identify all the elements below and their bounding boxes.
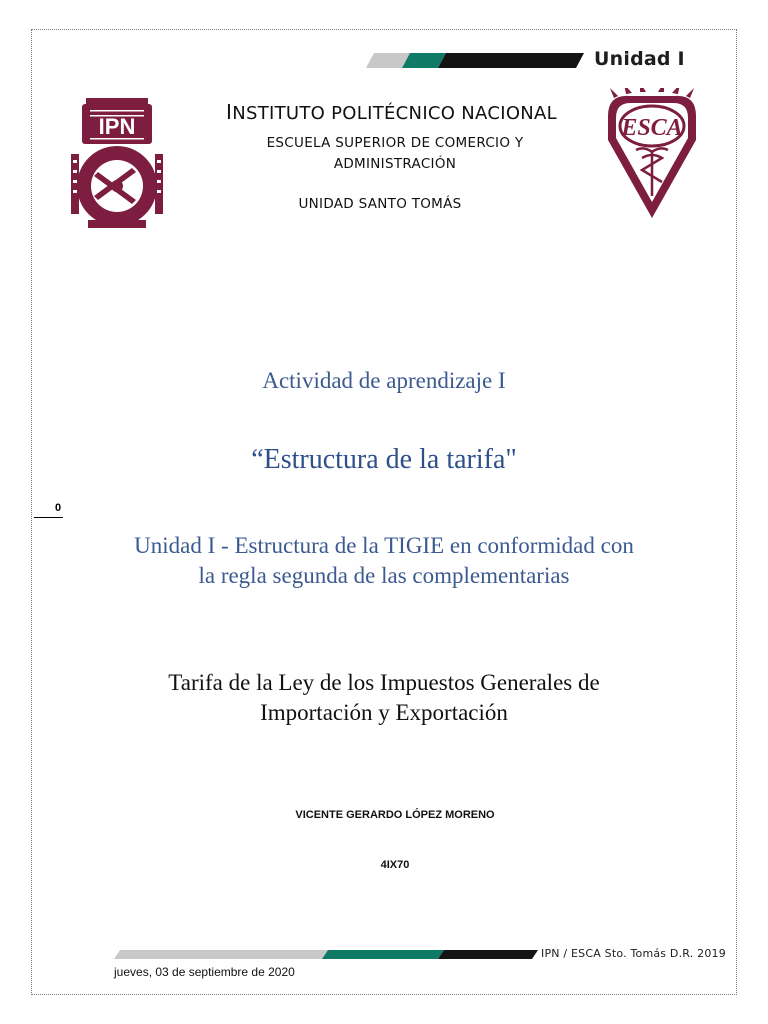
document-date: jueves, 03 de septiembre de 2020	[114, 965, 295, 979]
group-code: 4IX70	[380, 859, 410, 871]
esca-logo-text: ESCA	[621, 115, 683, 141]
law-title-line1: Tarifa de la Ley de los Impuestos Generales de	[168, 670, 600, 695]
footer-band	[114, 950, 538, 959]
unit-description	[60, 531, 708, 591]
footer-credit: IPN / ESCA Sto. Tomás D.R. 2019	[541, 947, 726, 960]
law-title-line2: Importación y Exportación	[260, 700, 508, 725]
school-name-line2: ADMINISTRACIÓN	[333, 156, 457, 172]
law-title	[60, 668, 708, 728]
unit-description-line1: Unidad I - Estructura de la TIGIE en conformidad con	[134, 533, 634, 558]
school-name	[230, 133, 560, 175]
school-name-line1: ESCUELA SUPERIOR DE COMERCIO Y	[266, 135, 524, 151]
ipn-logo-text: IPN	[98, 114, 136, 139]
campus-name: UNIDAD SANTO TOMÁS	[298, 196, 462, 212]
esca-logo	[600, 88, 704, 220]
margin-mark: 0	[55, 502, 62, 514]
unit-label: Unidad I	[594, 48, 685, 70]
activity-heading: Actividad de aprendizaje I	[262, 368, 506, 393]
unit-description-line2: la regla segunda de las complementarias	[198, 563, 570, 588]
ipn-logo	[68, 94, 166, 230]
header-band	[366, 53, 584, 68]
document-title: “Estructura de la tarifa"	[251, 444, 517, 475]
author-name: VICENTE GERARDO LÓPEZ MORENO	[295, 809, 495, 821]
margin-line	[34, 517, 63, 518]
institution-name: INSTITUTO POLITÉCNICO NACIONAL	[226, 100, 557, 124]
